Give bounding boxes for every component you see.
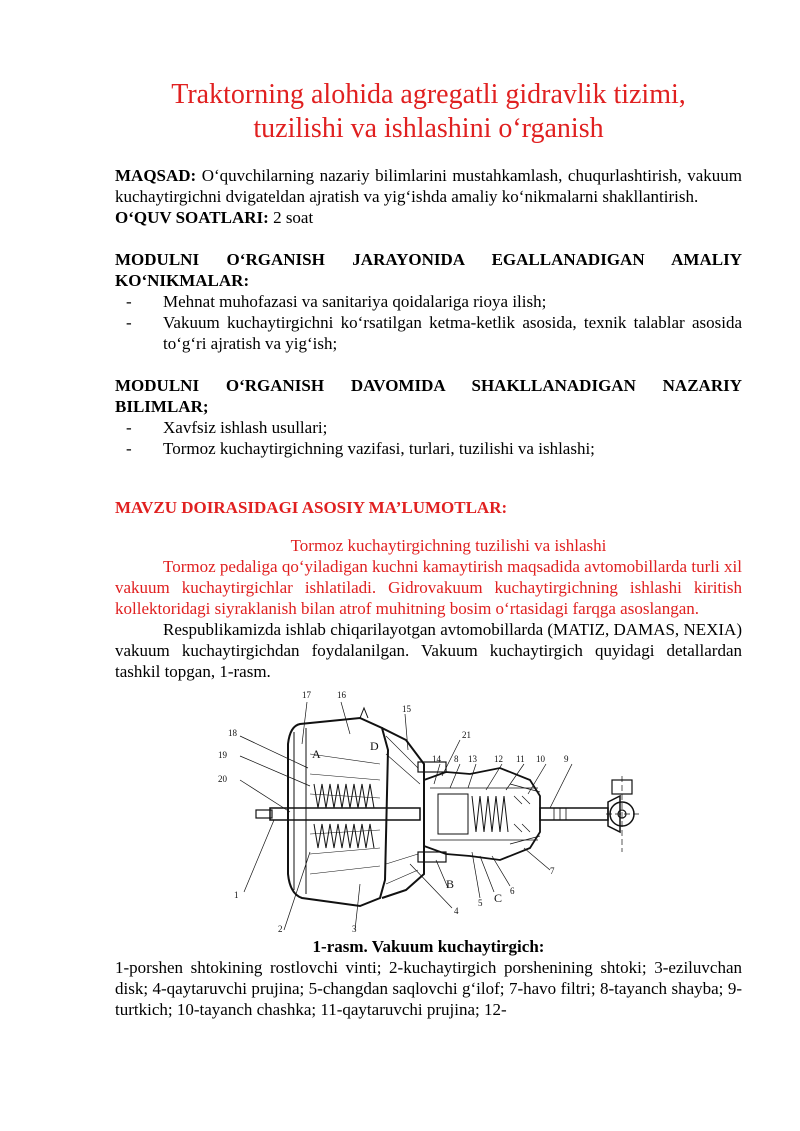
list-item bbox=[115, 312, 742, 354]
figure-label: 10 bbox=[536, 754, 545, 764]
figure-label: 19 bbox=[218, 750, 227, 760]
title-line-1: Traktorning alohida agregatli gidravlik tizimi, bbox=[171, 79, 686, 110]
figure-label: 4 bbox=[454, 906, 459, 916]
list-item-text: Tormoz kuchaytirgichning vazifasi, turlari, tuzilishi va ishlashi; bbox=[163, 439, 595, 458]
spacer bbox=[115, 228, 742, 249]
figure-legend: 1-porshen shtokining rostlovchi vinti; 2-kuchaytirgich porshenining shtoki; 3-eziluvchan disk; 4-qaytaruvchi prujina; 5-changdan saqlovchi g‘ilof; 7-havo filtri; 8-tayanch shayba; 9-turtkich; 10-tayanch chashka; 11-qaytaruvchi prujina; 12- bbox=[115, 958, 742, 1019]
figure-label: 9 bbox=[564, 754, 569, 764]
amaliy-heading: MODULNI O‘RGANISH JARAYONIDA EGALLANADIGAN AMALIY KO‘NIKMALAR: bbox=[115, 250, 742, 290]
nazariy-heading: MODULNI O‘RGANISH DAVOMIDA SHAKLLANADIGAN NAZARIY BILIMLAR; bbox=[115, 376, 742, 416]
list-item bbox=[115, 291, 742, 312]
figure-label: 21 bbox=[462, 730, 471, 740]
figure-label: 8 bbox=[454, 754, 459, 764]
figure-label: 11 bbox=[516, 754, 525, 764]
list-item bbox=[115, 438, 742, 459]
mavzu-paragraph-red: Tormoz pedaliga qo‘yiladigan kuchni kamaytirish maqsadida avtomobillarda turli xil vakuum kuchaytirgichlar ishlatiladi. Gidrovakuum kuchaytirgichning ishlashi kiritish kollektoridagi siyraklanish bilan atrof muhitning bosim o‘rtasidagi farqga asoslangan. bbox=[115, 557, 742, 618]
figure-label: 15 bbox=[402, 704, 411, 714]
vacuum-booster-figure bbox=[115, 684, 742, 932]
document-page bbox=[115, 78, 742, 1020]
figure-label: 20 bbox=[218, 774, 227, 784]
maqsad-paragraph bbox=[115, 165, 742, 207]
chamber-label-d: D bbox=[370, 739, 379, 753]
nazariy-list bbox=[115, 417, 742, 459]
dash-marker: - bbox=[126, 439, 132, 458]
figure-label: 14 bbox=[432, 754, 441, 764]
spacer bbox=[115, 354, 742, 375]
figure-label: 3 bbox=[352, 924, 357, 932]
figure-label: 18 bbox=[228, 728, 237, 738]
title-line-2: tuzilishi va ishlashini o‘rganish bbox=[253, 113, 604, 144]
page-title bbox=[115, 78, 742, 146]
maqsad-text: O‘quvchilarning nazariy bilimlarini mustahkamlash, chuqurlashtirish, vakuum kuchaytirgichni dvigateldan ajratish va yig‘ishda amaliy ko‘nikmalarni shakllantirish. bbox=[115, 166, 742, 206]
chamber-label-c: C bbox=[494, 891, 503, 905]
dash-marker: - bbox=[126, 292, 132, 311]
figure-label: 1 bbox=[234, 890, 239, 900]
soat-label: O‘QUV SOATLARI: bbox=[115, 208, 269, 227]
figure-label: 6 bbox=[510, 886, 515, 896]
mavzu-heading: MAVZU DOIRASIDAGI ASOSIY MA’LUMOTLAR: bbox=[115, 498, 508, 517]
list-item-text: Vakuum kuchaytirgichni ko‘rsatilgan ketma-ketlik asosida, texnik talablar asosida to‘g‘ri ajratish va yig‘ish; bbox=[163, 313, 742, 353]
chamber-label-a: A bbox=[312, 747, 321, 761]
figure-label: 16 bbox=[337, 690, 346, 700]
list-item bbox=[115, 417, 742, 438]
figure-label: 13 bbox=[468, 754, 477, 764]
spacer bbox=[115, 459, 742, 480]
dash-marker: - bbox=[126, 313, 132, 332]
figure-caption: 1-rasm. Vakuum kuchaytirgich: bbox=[312, 937, 545, 956]
maqsad-label: MAQSAD: bbox=[115, 166, 197, 185]
soat-paragraph bbox=[115, 207, 742, 228]
dash-marker: - bbox=[126, 418, 132, 437]
figure-label: 7 bbox=[550, 866, 555, 876]
figure-label: 2 bbox=[278, 924, 283, 932]
chamber-label-b: B bbox=[446, 877, 455, 891]
soat-text: 2 soat bbox=[268, 208, 314, 227]
figure-label: 17 bbox=[302, 690, 311, 700]
mavzu-paragraph: Respublikamizda ishlab chiqarilayotgan avtomobillarda (MATIZ, DAMAS, NEXIA) vakuum kuchaytirgichdan foydalanilgan. Vakuum kuchaytirgich quyidagi detallardan tashkil topgan, 1-rasm. bbox=[115, 620, 742, 681]
amaliy-list bbox=[115, 291, 742, 354]
figure-label: 5 bbox=[478, 898, 483, 908]
figure-label: 12 bbox=[494, 754, 503, 764]
list-item-text: Mehnat muhofazasi va sanitariya qoidalariga rioya ilish; bbox=[163, 292, 547, 311]
list-item-text: Xavfsiz ishlash usullari; bbox=[163, 418, 328, 437]
mavzu-subtitle: Tormoz kuchaytirgichning tuzilishi va ishlashi bbox=[290, 536, 607, 555]
vacuum-booster-drawing bbox=[210, 684, 650, 932]
